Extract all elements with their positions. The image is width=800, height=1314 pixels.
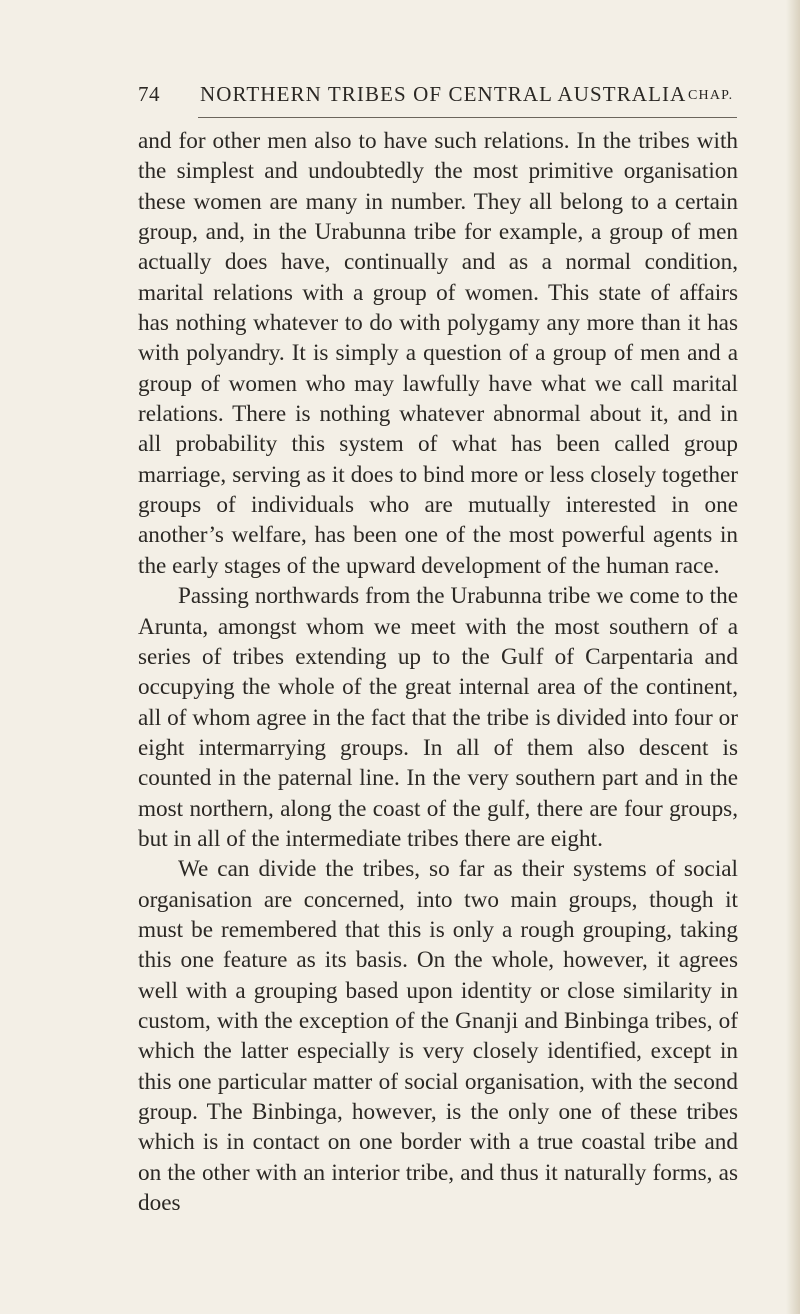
paragraph: We can divide the tribes, so far as their systems of social organisation are concerned, into two main groups, though it must be remembered that this is only a rough grouping, taking this one feature as its basis. On the whole, however, it agrees well with a grouping based upon identity or close similarity in custom, with the exception of the Gnanji and Binbinga tribes, of which the latter especially is very closely identified, except in this one particular matter of social organisation, with the second group. The Binbinga, however, is the only one of these tribes which is in contact on one border with a true coastal tribe and on the other with an interior tribe, and thus it naturally forms, as does (138, 856, 738, 1217)
paragraph: Passing northwards from the Urabunna tribe we come to the Arunta, amongst whom we meet with the most southern of a series of tribes extending up to the Gulf of Carpentaria and occupying the whole of the great internal area of the continent, all of whom agree in the fact that the tribe is divided into four or eight intermarrying groups. In all of them also descent is counted in the paternal line. In the very southern part and in the most northern, along the coast of the gulf, there are four groups, but in all of the intermediate tribes there are eight. (138, 583, 738, 852)
page-edge-shadow (786, 0, 800, 1314)
page-number: 74 (138, 82, 160, 106)
running-head (138, 82, 738, 106)
body-text (138, 126, 738, 1218)
paragraph-continued: and for other men also to have such relations. In the tribes with the simplest and undoubtedly the most primitive organisation these women are many in number. They all belong to a certain group, and, in the Urabunna tribe for example, a group of men actually does have, continually and as a normal condition, marital relations with a group of women. This state of affairs has nothing whatever to do with polygamy any more than it has with polyandry. It is simply a question of a group of men and a group of women who may lawfully have what we call marital relations. There is nothing whatever abnormal about it, and in all probability this system of what has been called group marriage, serving as it does to bind more or less closely together groups of individuals who are mutually interested in one another’s welfare, has been one of the most powerful agents in the early stages of the upward development of the human race. (138, 128, 738, 579)
chapter-label: CHAP. (688, 88, 734, 103)
running-title: NORTHERN TRIBES OF CENTRAL AUSTRALIA (200, 82, 687, 106)
header-rule (198, 117, 737, 118)
